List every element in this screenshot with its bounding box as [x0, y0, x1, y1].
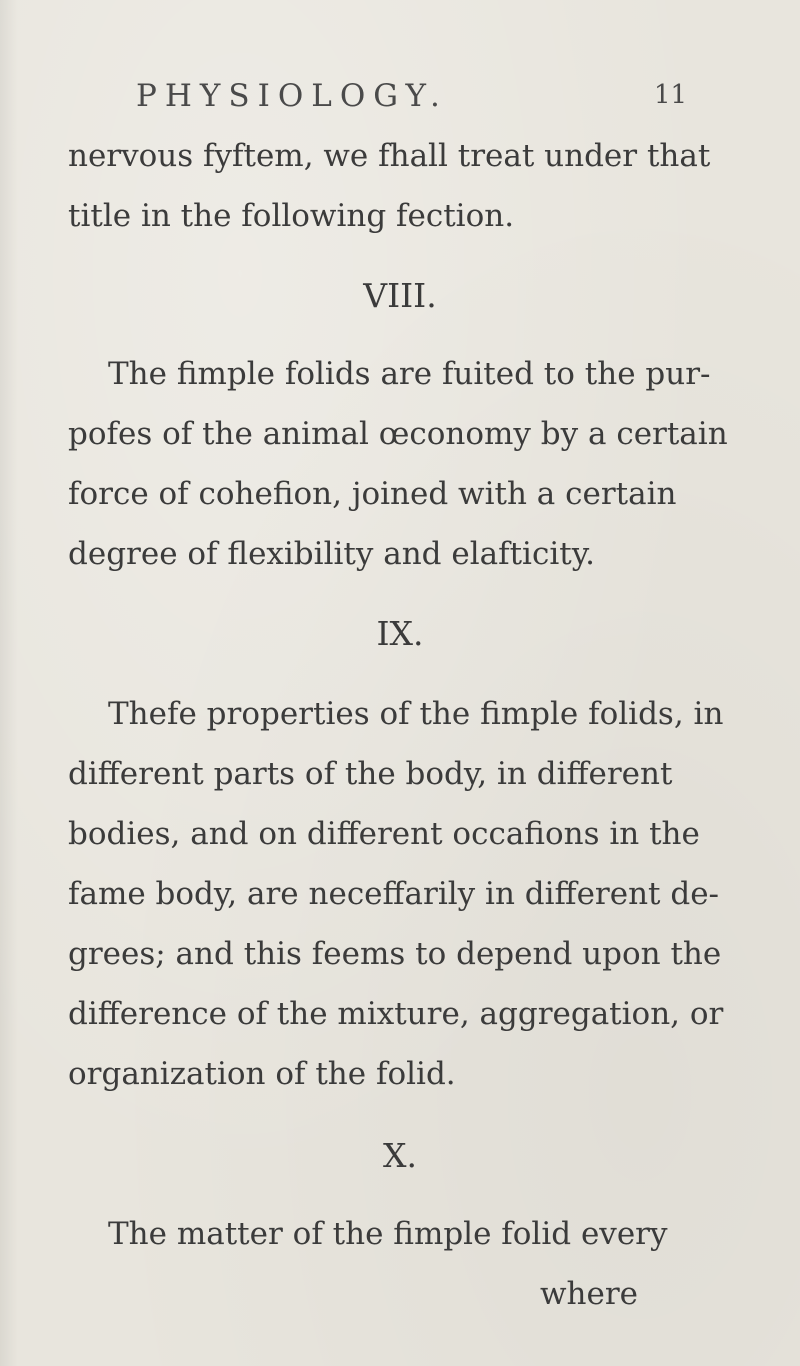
text-line: organization of the folid. [68, 1056, 456, 1092]
text-line: pofes of the animal œconomy by a certain [68, 416, 728, 452]
running-title: PHYSIOLOGY. [136, 78, 448, 114]
text-line: bodies, and on different occafions in the [68, 816, 700, 852]
text-line: fame body, are neceffarily in different de- [68, 876, 720, 912]
text-line: title in the following fection. [68, 198, 515, 234]
catchword: where [540, 1276, 639, 1312]
running-head [0, 78, 800, 118]
text-line: different parts of the body, in different [68, 756, 673, 792]
text-line: The matter of the fimple folid every [108, 1216, 668, 1252]
page-number: 11 [654, 80, 688, 110]
text-line: difference of the mixture, aggregation, or [68, 996, 724, 1032]
text-line: The fimple folids are fuited to the pur- [108, 356, 711, 392]
section-number-ix: IX. [376, 614, 424, 653]
text-line: force of cohefion, joined with a certain [68, 476, 677, 512]
section-number-viii: VIII. [363, 276, 437, 315]
text-line: grees; and this feems to depend upon the [68, 936, 722, 972]
text-line: Thefe properties of the fimple folids, in [108, 696, 724, 732]
section-number-x: X. [383, 1136, 417, 1175]
text-line: degree of flexibility and elafticity. [68, 536, 595, 572]
text-line: nervous fyftem, we fhall treat under that [68, 138, 711, 174]
